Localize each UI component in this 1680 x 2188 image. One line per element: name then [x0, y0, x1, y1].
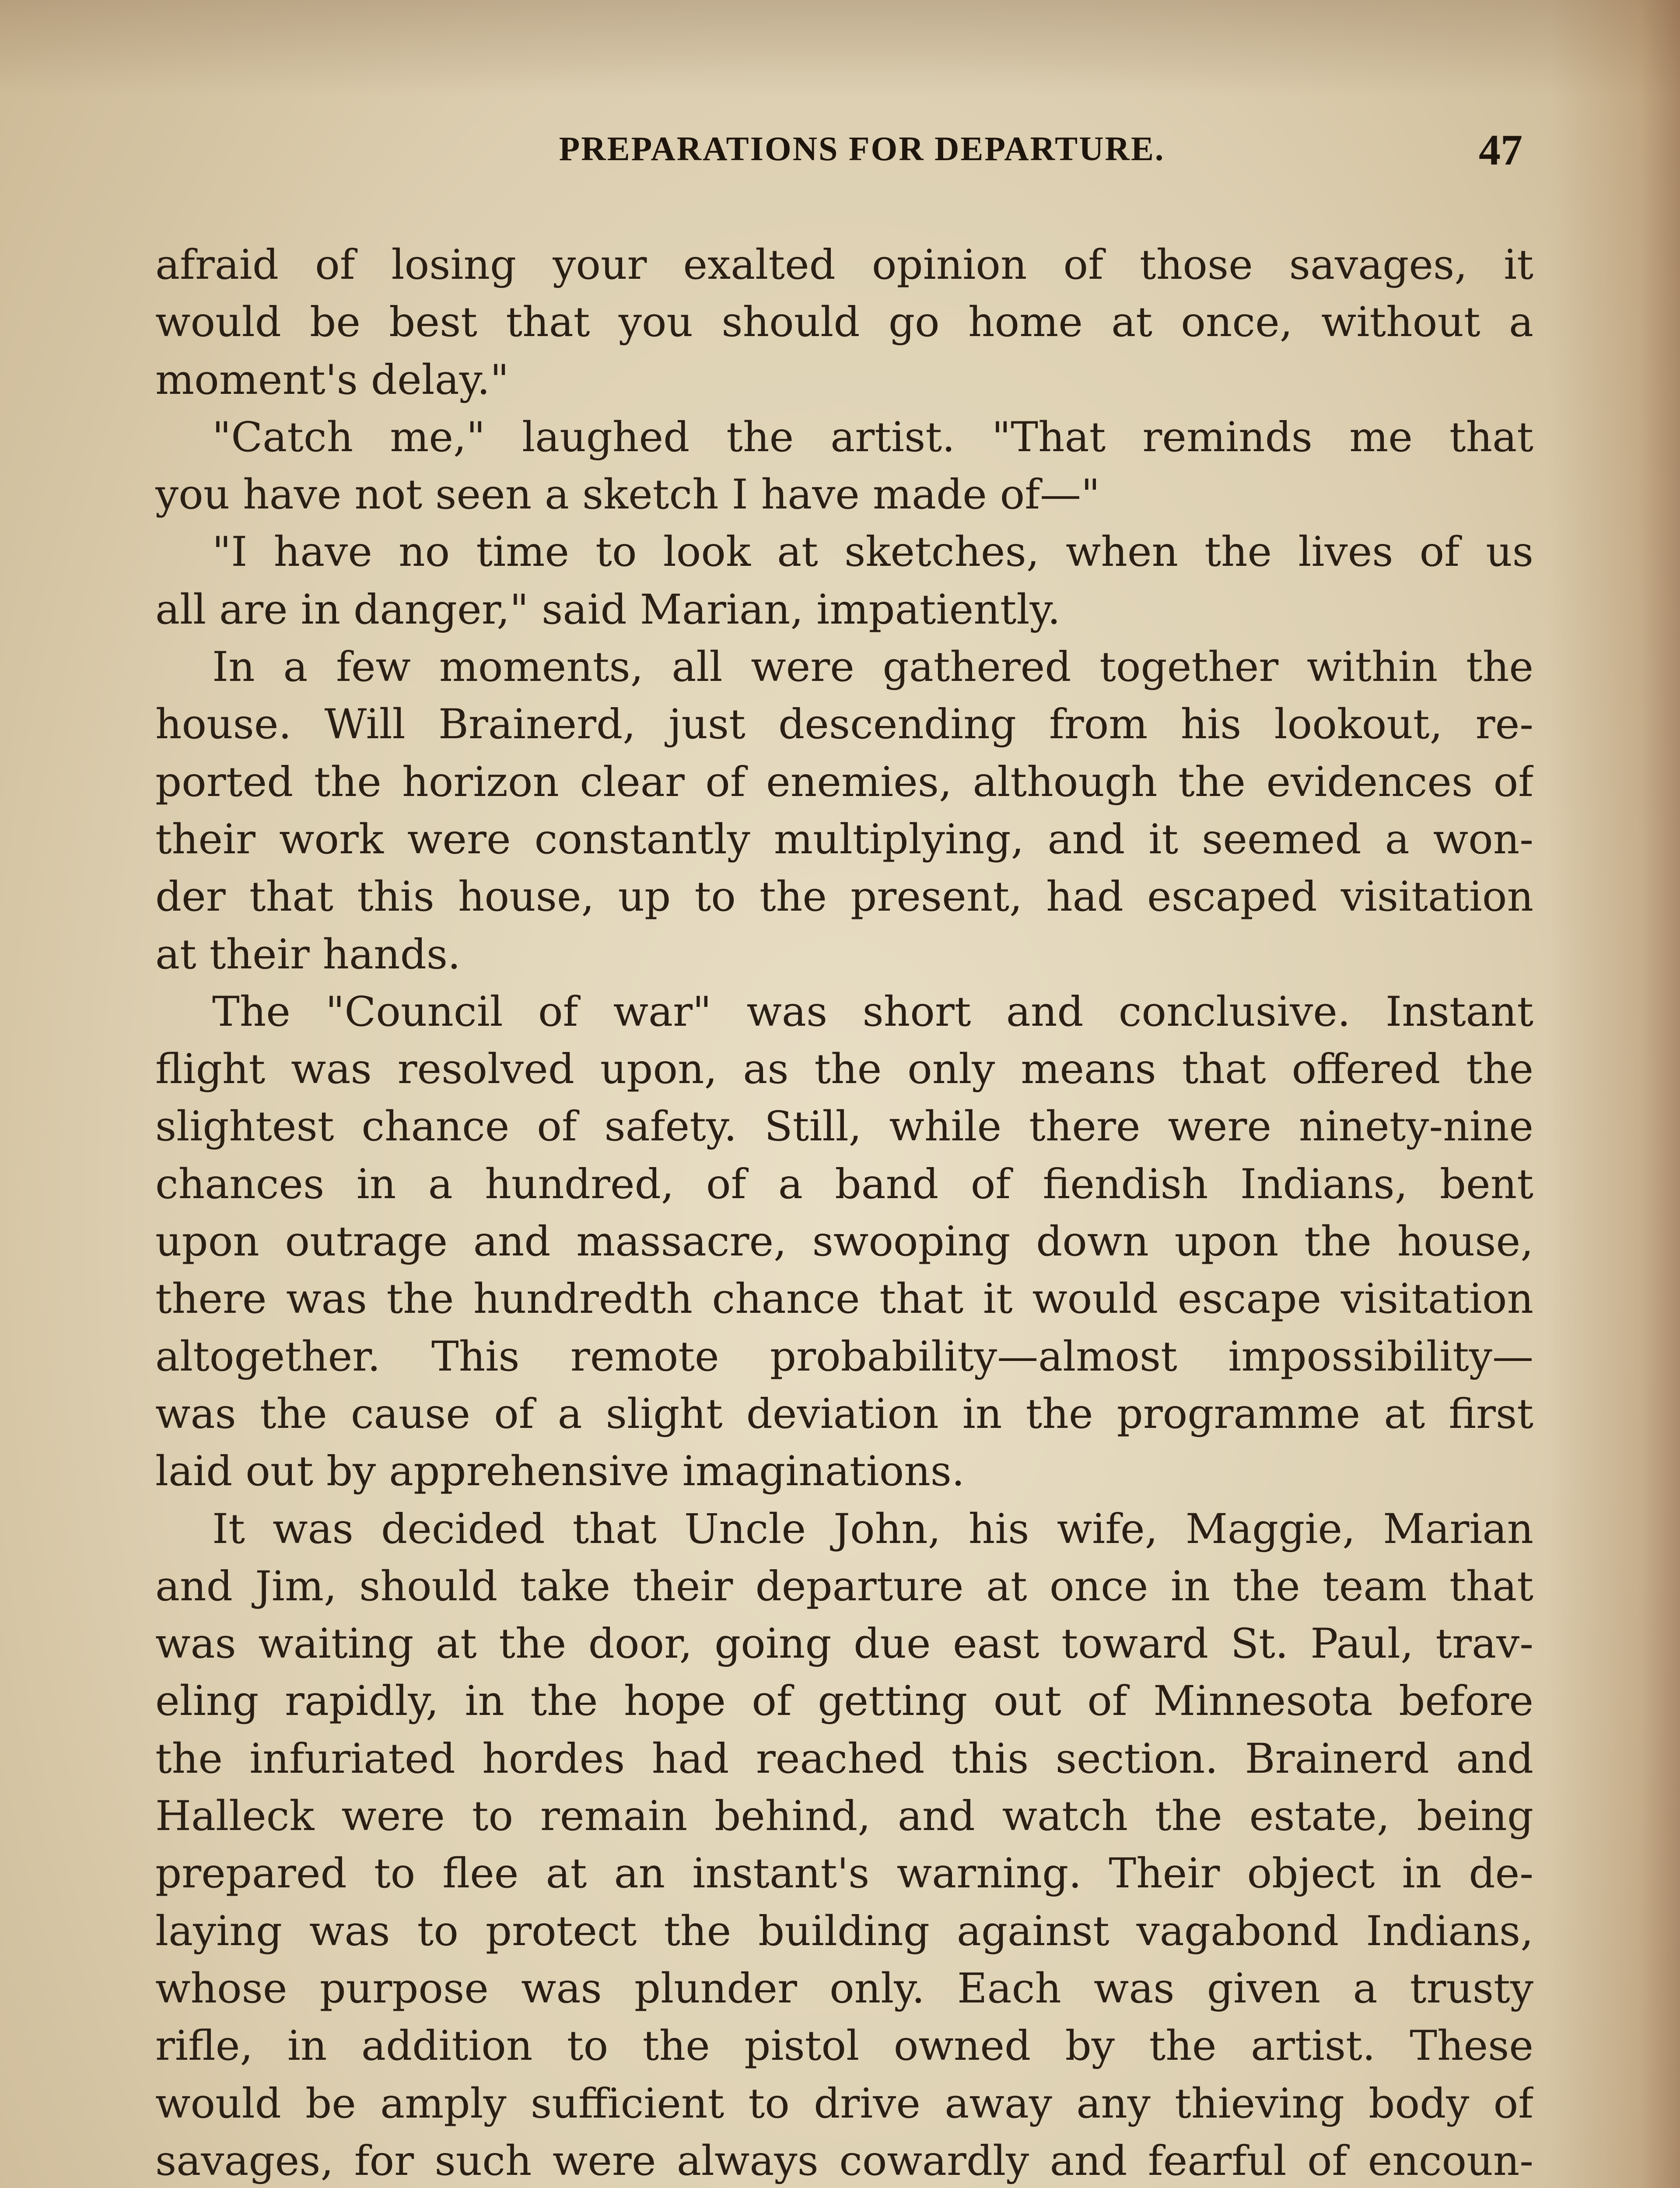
text-line: all are in danger," said Marian, impatiently. — [155, 586, 1060, 634]
text-line: rifle, in addition to the pistol owned by the artist. These — [155, 2022, 1533, 2070]
text-line: eling rapidly, in the hope of getting out of Minnesota before — [155, 1677, 1533, 1725]
text-line: ported the horizon clear of enemies, although the evidences of — [155, 758, 1533, 806]
text-line: prepared to flee at an instant's warning. Their object in de- — [155, 1850, 1533, 1898]
page-edge-shading — [1549, 0, 1680, 2188]
text-line: house. Will Brainerd, just descending from his lookout, re- — [155, 701, 1533, 749]
text-line: The "Council of war" was short and conclusive. Instant — [212, 988, 1533, 1036]
text-line: upon outrage and massacre, swooping down upon the house, — [155, 1218, 1533, 1266]
text-line: moment's delay." — [155, 356, 509, 404]
text-line: flight was resolved upon, as the only means that offered the — [155, 1045, 1533, 1094]
text-line: der that this house, up to the present, had escaped visitation — [155, 873, 1533, 921]
text-line: there was the hundredth chance that it would escape visitation — [155, 1275, 1533, 1323]
text-line: slightest chance of safety. Still, while there were ninety-nine — [155, 1103, 1533, 1151]
text-line: the infuriated hordes had reached this section. Brainerd and — [155, 1735, 1533, 1783]
page-top-shading — [0, 0, 1680, 96]
text-line: would be best that you should go home at once, without a — [155, 298, 1533, 347]
text-line: was waiting at the door, going due east toward St. Paul, trav- — [155, 1620, 1533, 1668]
text-line: "I have no time to look at sketches, when the lives of us — [212, 528, 1533, 576]
text-line: laid out by apprehensive imaginations. — [155, 1448, 965, 1496]
text-line: chances in a hundred, of a band of fiendish Indians, bent — [155, 1160, 1533, 1208]
text-line: savages, for such were always cowardly and fearful of encoun- — [155, 2137, 1533, 2185]
text-line: whose purpose was plunder only. Each was given a trusty — [155, 1964, 1533, 2013]
text-line: "Catch me," laughed the artist. "That reminds me that — [212, 413, 1533, 461]
body-text — [155, 236, 1533, 2188]
page-number: 47 — [1479, 126, 1522, 174]
text-line: would be amply sufficient to drive away any thieving body of — [155, 2079, 1533, 2128]
text-line: It was decided that Uncle John, his wife, Maggie, Marian — [212, 1505, 1533, 1553]
running-header: PREPARATIONS FOR DEPARTURE. — [559, 130, 1165, 168]
text-line: you have not seen a sketch I have made of—" — [155, 471, 1100, 519]
text-line: their work were constantly multiplying, and it seemed a won- — [155, 815, 1533, 863]
text-line: altogether. This remote probability—almost impossibility— — [155, 1332, 1533, 1381]
text-line: at their hands. — [155, 930, 461, 978]
text-line: was the cause of a slight deviation in the programme at first — [155, 1390, 1533, 1438]
text-line: Halleck were to remain behind, and watch the estate, being — [155, 1792, 1533, 1841]
text-line: afraid of losing your exalted opinion of those savages, it — [155, 241, 1533, 289]
text-line: laying was to protect the building against vagabond Indians, — [155, 1907, 1533, 1955]
text-line: In a few moments, all were gathered together within the — [212, 643, 1533, 691]
text-line: and Jim, should take their departure at once in the team that — [155, 1562, 1533, 1610]
